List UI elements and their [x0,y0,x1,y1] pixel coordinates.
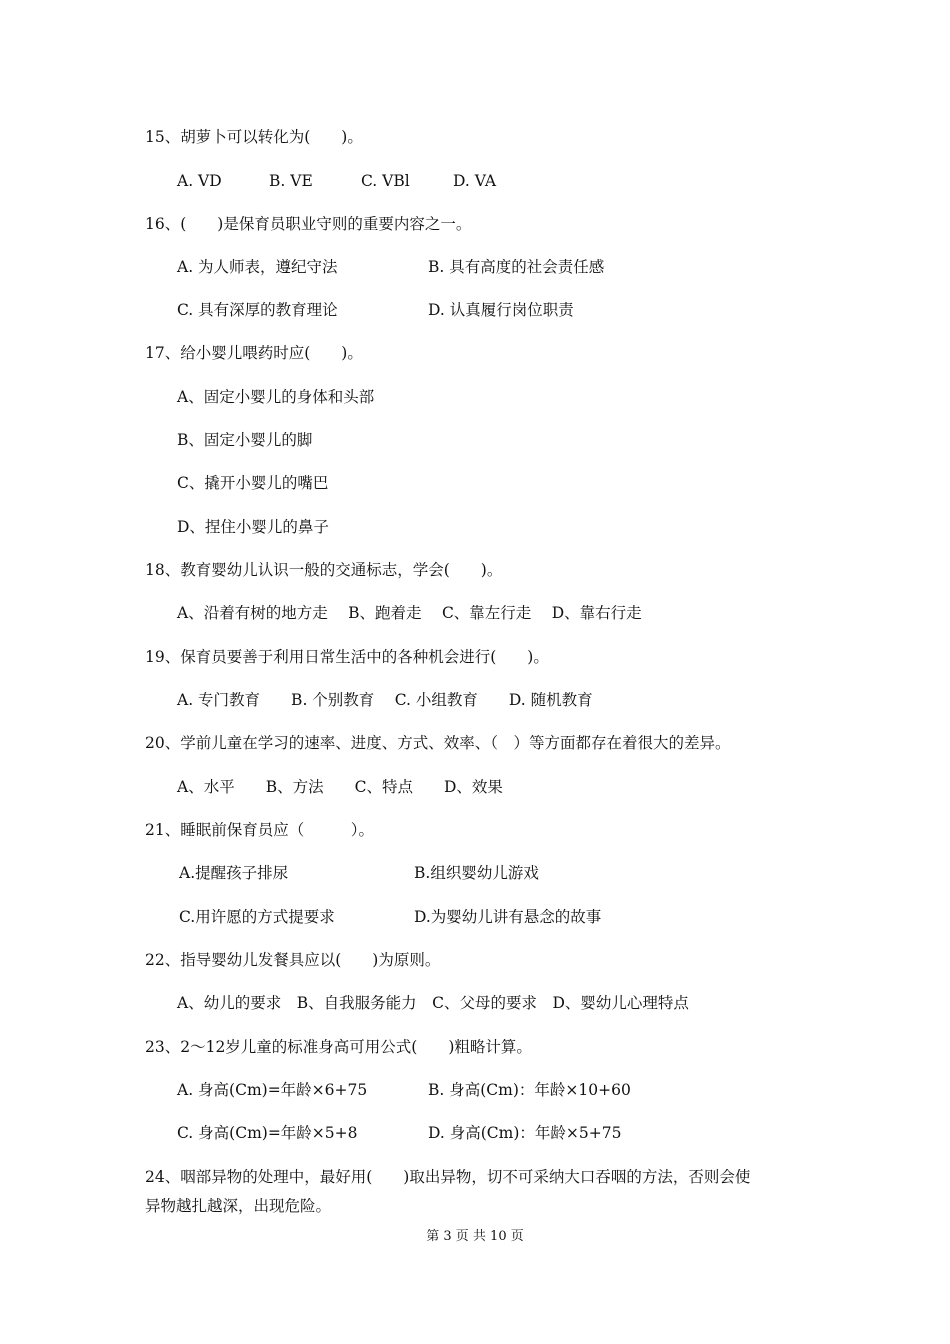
question-21-option-d: D.为婴幼儿讲有悬念的故事 [414,908,602,926]
question-23-option-c: C. 身高(Cm)=年龄×5+8 [177,1124,358,1142]
question-19-options: A. 专门教育 B. 个别教育 C. 小组教育 D. 随机教育 [177,691,593,709]
question-16-stem: 16、( )是保育员职业守则的重要内容之一。 [145,215,472,233]
question-15-option-c: C. VBl [361,172,410,190]
question-21-option-b: B.组织婴幼儿游戏 [414,864,539,882]
question-20-stem: 20、学前儿童在学习的速率、进度、方式、效率、（ ）等方面都存在着很大的差异。 [145,734,731,752]
question-17-option-a: A、固定小婴儿的身体和头部 [177,388,375,406]
question-23-option-b: B. 身高(Cm)：年龄×10+60 [428,1081,631,1099]
question-23-option-a: A. 身高(Cm)=年龄×6+75 [177,1081,368,1099]
question-18-stem: 18、教育婴幼儿认识一般的交通标志，学会( )。 [145,561,503,579]
question-17-stem: 17、给小婴儿喂药时应( )。 [145,344,363,362]
question-20-options: A、水平 B、方法 C、特点 D、效果 [177,778,503,796]
question-17-option-b: B、固定小婴儿的脚 [177,431,313,449]
question-17-option-c: C、撬开小婴儿的嘴巴 [177,474,329,492]
question-23-stem: 23、2～12岁儿童的标准身高可用公式( )粗略计算。 [145,1038,532,1056]
question-24-stem-line2: 异物越扎越深，出现危险。 [145,1197,332,1215]
question-21-stem: 21、睡眠前保育员应（ ）。 [145,821,374,839]
question-15-stem: 15、胡萝卜可以转化为( )。 [145,128,363,146]
question-15-option-d: D. VA [453,172,497,190]
question-22-options: A、幼儿的要求 B、自我服务能力 C、父母的要求 D、婴幼儿心理特点 [177,994,689,1012]
question-15-option-b: B. VE [269,172,313,190]
question-24-stem-line1: 24、咽部异物的处理中，最好用( )取出异物，切不可采纳大口吞咽的方法，否则会使 [145,1168,751,1186]
question-19-stem: 19、保育员要善于利用日常生活中的各种机会进行( )。 [145,648,549,666]
question-18-options: A、沿着有树的地方走 B、跑着走 C、靠左行走 D、靠右行走 [177,604,642,622]
question-21-option-c: C.用许愿的方式提要求 [179,908,335,926]
question-16-option-a: A. 为人师表，遵纪守法 [177,258,338,276]
question-16-option-c: C. 具有深厚的教育理论 [177,301,338,319]
question-21-option-a: A.提醒孩子排尿 [179,864,289,882]
question-17-option-d: D、捏住小婴儿的鼻子 [177,518,329,536]
question-23-option-d: D. 身高(Cm)：年龄×5+75 [428,1124,622,1142]
page-footer: 第 3 页 共 10 页 [426,1229,524,1244]
question-22-stem: 22、指导婴幼儿发餐具应以( )为原则。 [145,951,441,969]
question-16-option-d: D. 认真履行岗位职责 [428,301,574,319]
question-15-option-a: A. VD [177,172,222,190]
question-16-option-b: B. 具有高度的社会责任感 [428,258,605,276]
